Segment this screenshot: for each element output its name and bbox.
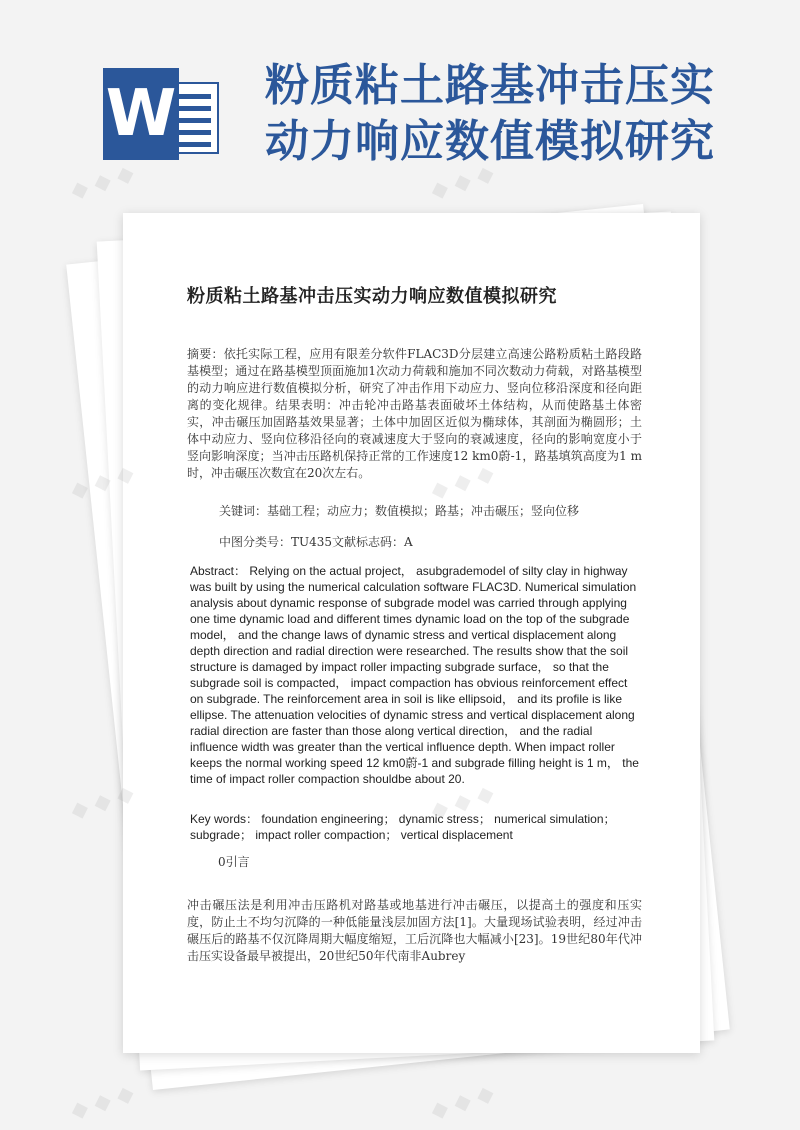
watermark: ◆ ◆ ◆ <box>67 780 138 825</box>
classification-number: 中图分类号：TU435文献标志码：A <box>219 535 413 549</box>
keywords-chinese: 关键词：基础工程；动应力；数值模拟；路基；冲击碾压；竖向位移 <box>219 504 580 518</box>
word-logo <box>103 68 223 160</box>
watermark: ◆ ◆ ◆ <box>427 1080 498 1125</box>
keywords-english-text: Key words： foundation engineering； dynamic stress； numerical simulation； subgrade； impact roller compaction； vertical displacement <box>190 812 616 842</box>
header-title-line1: 粉质粘土路基冲击压实 <box>265 60 715 111</box>
intro-heading: 0引言 <box>218 855 250 869</box>
abstract-english-text: Abstract： Relying on the actual project， asubgrademodel of silty clay in highway was built by using the numerical calculation software FLAC3D. Numerical simulation analysis about dynamic response of subgrade model was carried through applying one time dynamic load and different times dynamic load on the top of the subgrade model， and the change laws of dynamic stress and vertical displacement along depth direction and radial direction were researched. The results show that the soil structure is damaged by impact roller impacting subgrade surface， so that the subgrade soil is compacted， impact compaction has obvious reinforcement effect on subgrade. The reinforcement area in soil is like ellipsoid， and its profile is like ellipse. The attenuation velocities of dynamic stress and vertical displacement along radial direction are faster than those along vertical direction， and the radial influence width was greater than the vertical influence depth. When impact roller keeps the normal working speed 12 km0蔚-1 and subgrade filling height is 1 m， the time of impact roller compaction shouldbe about 20. <box>190 564 639 786</box>
watermark: ◆ ◆ ◆ <box>67 160 138 205</box>
header-title-line2: 动力响应数值模拟研究 <box>265 116 715 167</box>
watermark: ◆ ◆ ◆ <box>67 1080 138 1125</box>
word-letter: W <box>103 68 179 160</box>
abstract-chinese: 摘要：依托实际工程，应用有限差分软件FLAC3D分层建立高速公路粉质粘土路段路基模型；通过在路基模型顶面施加1次动力荷载和施加不同次数动力荷载，对路基模型的动力响应进行数值模拟分析，研究了冲击作用下动应力、竖向位移沿深度和径向距离的变化规律。结果表明：冲击轮冲击路基表面破坏土体结构，从而使路基土体密实，冲击碾压加固路基效果显著；土体中加固区近似为椭球体，其剖面为椭圆形；土体中动应力、竖向位移沿径向的衰减速度大于竖向的衰减速度，径向的影响宽度小于竖向影响深度；当冲击压路机保持正常的工作速度12 km0蔚-1，路基填筑高度为1 m时，冲击碾压次数宜在20次左右。 <box>187 347 642 480</box>
abstract-english <box>190 563 642 787</box>
body-paragraph: 冲击碾压法是利用冲击压路机对路基或地基进行冲击碾压，以提高土的强度和压实度，防止土不均匀沉降的一种低能量浅层加固方法[1]。大量现场试验表明，经过冲击碾压后的路基不仅沉降周期大幅度缩短，工后沉降也大幅减小[23]。19世纪80年代冲击压实设备最早被提出，20世纪50年代南非Aubrey <box>187 898 642 963</box>
header-title <box>265 58 785 170</box>
watermark: ◆ ◆ ◆ <box>427 160 498 205</box>
keywords-english <box>190 811 642 843</box>
document-title: 粉质粘土路基冲击压实动力响应数值模拟研究 <box>187 286 557 307</box>
